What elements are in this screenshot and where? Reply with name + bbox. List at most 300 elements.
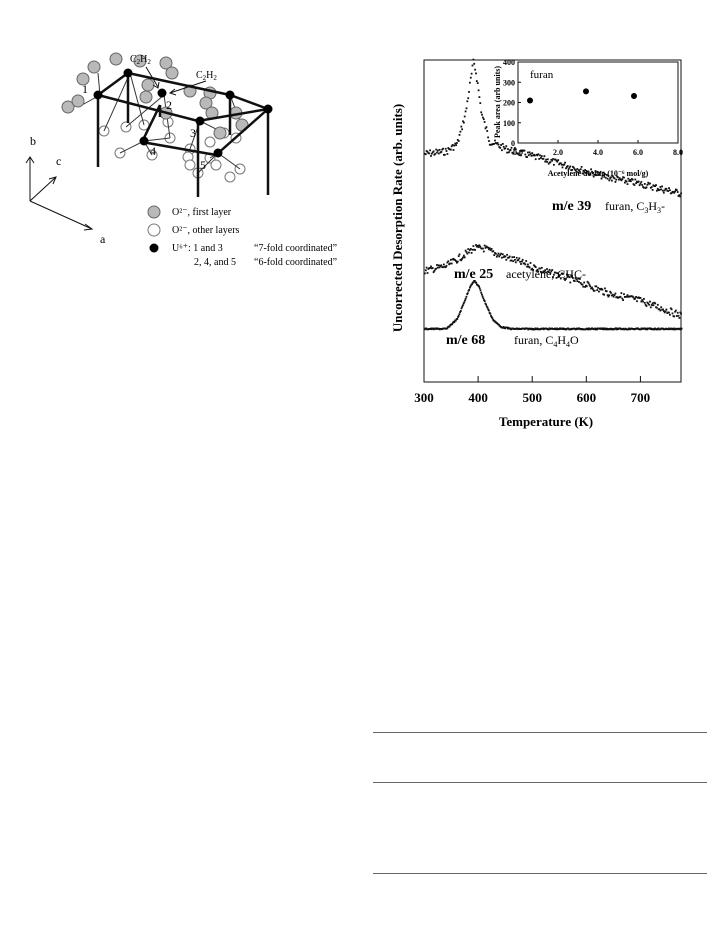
data-point <box>471 252 473 254</box>
data-point <box>547 158 549 160</box>
data-point <box>615 181 617 183</box>
data-point <box>518 259 520 261</box>
data-point <box>452 144 454 146</box>
data-point <box>505 256 507 258</box>
data-point <box>480 111 482 113</box>
data-point <box>540 157 542 159</box>
data-point <box>473 245 475 247</box>
data-point <box>443 264 445 266</box>
data-point <box>478 89 480 91</box>
data-point <box>459 313 461 315</box>
data-point <box>483 251 485 253</box>
data-point <box>581 166 583 168</box>
data-point <box>505 147 507 149</box>
data-point <box>614 294 616 296</box>
inset-title: furan <box>530 69 554 81</box>
data-point <box>630 180 632 182</box>
data-point <box>551 160 553 162</box>
label-mass-68: m/e 68 <box>446 333 486 348</box>
data-point <box>487 247 489 249</box>
data-point <box>610 292 612 294</box>
data-point <box>460 131 462 133</box>
data-point <box>495 253 497 255</box>
data-point <box>438 264 440 266</box>
inset-data-point <box>583 88 589 94</box>
data-point <box>459 134 461 136</box>
data-point <box>470 77 472 79</box>
data-point <box>463 122 465 124</box>
data-point <box>470 248 472 250</box>
data-point <box>649 183 651 185</box>
data-point <box>482 248 484 250</box>
data-point <box>633 297 635 299</box>
data-point <box>503 146 505 148</box>
site-number-1: 1 <box>82 82 88 96</box>
data-point <box>488 140 490 142</box>
data-point <box>437 267 439 269</box>
data-point <box>506 152 508 154</box>
data-point <box>501 149 503 151</box>
inset-x-tick-label: 6.0 <box>633 148 643 157</box>
data-point <box>588 282 590 284</box>
data-point <box>656 190 658 192</box>
data-point <box>456 318 458 320</box>
data-point <box>659 189 661 191</box>
data-point <box>627 294 629 296</box>
data-point <box>514 259 516 261</box>
data-point <box>507 148 509 150</box>
label-species-25: acetylene, CHC- <box>506 267 586 281</box>
data-point <box>677 191 679 193</box>
data-point <box>451 263 453 265</box>
data-point <box>545 159 547 161</box>
x-tick-label: 500 <box>522 390 542 405</box>
data-point <box>665 311 667 313</box>
data-point <box>482 117 484 119</box>
data-point <box>460 259 462 261</box>
data-point <box>426 267 428 269</box>
data-point <box>472 65 474 67</box>
data-point <box>486 130 488 132</box>
inset-data-point <box>527 97 533 103</box>
data-point <box>553 164 555 166</box>
data-point <box>425 269 427 271</box>
data-point <box>622 299 624 301</box>
c2h2-label-2: $C_2H_2$ <box>196 70 217 82</box>
data-point <box>613 296 615 298</box>
y-axis-label: Uncorrected Desorption Rate (arb. units) <box>390 103 405 333</box>
data-point <box>469 82 471 84</box>
data-point <box>557 159 559 161</box>
data-point <box>582 286 584 288</box>
data-point <box>671 308 673 310</box>
data-point <box>586 285 588 287</box>
data-point <box>530 153 532 155</box>
data-point <box>626 181 628 183</box>
data-point <box>640 181 642 183</box>
data-point <box>457 261 459 263</box>
inset-x-tick-label: 2.0 <box>553 148 563 157</box>
data-point <box>651 304 653 306</box>
data-point <box>475 73 477 75</box>
data-point <box>660 186 662 188</box>
data-point <box>653 304 655 306</box>
data-point <box>479 288 481 290</box>
data-point <box>677 312 679 314</box>
data-point <box>541 155 543 157</box>
data-point <box>518 257 520 259</box>
data-point <box>447 153 449 155</box>
data-point <box>680 313 682 315</box>
data-point <box>596 289 598 291</box>
inset-x-label: Acetylene dosing (10⁻⁶ mol/g) <box>547 169 649 178</box>
data-point <box>591 287 593 289</box>
data-point <box>458 255 460 257</box>
data-point <box>657 304 659 306</box>
data-point <box>612 294 614 296</box>
data-point <box>646 305 648 307</box>
data-point <box>424 273 426 275</box>
data-point <box>484 300 486 302</box>
legend-other-layers: O²⁻, other layers <box>172 225 240 236</box>
data-point <box>475 244 477 246</box>
data-point <box>598 291 600 293</box>
data-point <box>497 142 499 144</box>
data-point <box>531 155 533 157</box>
data-point <box>463 301 465 303</box>
data-point <box>500 253 502 255</box>
data-point <box>673 316 675 318</box>
data-point <box>454 143 456 145</box>
data-point <box>602 289 604 291</box>
data-point <box>676 189 678 191</box>
x-axis-label: Temperature (K) <box>498 414 594 429</box>
data-point <box>444 154 446 156</box>
data-point <box>654 303 656 305</box>
data-point <box>491 248 493 250</box>
data-point <box>461 308 463 310</box>
data-point <box>643 187 645 189</box>
data-point <box>582 284 584 286</box>
series-3-points <box>424 280 683 330</box>
data-point <box>643 298 645 300</box>
data-point <box>461 128 463 130</box>
c2h2-label-1: $C_2H_2$ <box>130 54 151 66</box>
data-point <box>480 292 482 294</box>
inset-y-tick-label: 400 <box>503 58 515 67</box>
inset-y-tick-label: 100 <box>503 118 515 128</box>
data-point <box>567 165 569 167</box>
data-point <box>511 260 513 262</box>
data-point <box>635 182 637 184</box>
black-dot-icon <box>150 244 159 253</box>
x-tick-label: 600 <box>576 390 597 405</box>
data-point <box>484 245 486 247</box>
data-point <box>466 296 468 298</box>
data-point <box>627 183 629 185</box>
data-point <box>473 59 475 61</box>
data-point <box>667 190 669 192</box>
data-point <box>513 256 515 258</box>
data-point <box>550 161 552 163</box>
data-point <box>664 190 666 192</box>
data-point <box>498 256 500 258</box>
data-point <box>487 137 489 139</box>
data-point <box>476 80 478 82</box>
data-point <box>662 309 664 311</box>
site-number-4: 4 <box>150 144 156 158</box>
data-point <box>467 292 469 294</box>
data-point <box>446 150 448 152</box>
data-point <box>453 149 455 151</box>
data-point <box>432 267 434 269</box>
data-point <box>434 270 436 272</box>
data-point <box>501 257 503 259</box>
data-point <box>464 116 466 118</box>
data-point <box>621 298 623 300</box>
series-label-39 <box>552 199 665 215</box>
series-label-25 <box>454 267 586 282</box>
site-number-2: 2 <box>166 98 172 112</box>
data-point <box>652 302 654 304</box>
data-point <box>502 253 504 255</box>
data-point <box>648 304 650 306</box>
data-point <box>479 102 481 104</box>
table-rule-top <box>373 732 707 733</box>
data-point <box>680 193 682 195</box>
data-point <box>661 186 663 188</box>
label-mass-39: m/e 39 <box>552 199 592 214</box>
data-point <box>466 253 468 255</box>
data-point <box>524 154 526 156</box>
data-point <box>623 293 625 295</box>
data-point <box>429 149 431 151</box>
data-point <box>438 153 440 155</box>
data-point <box>606 290 608 292</box>
data-point <box>595 285 597 287</box>
data-point <box>611 180 613 182</box>
inset-x-tick-label: 8.0 <box>673 148 683 157</box>
data-point <box>525 260 527 262</box>
inset-y-tick-label: 300 <box>503 78 515 88</box>
data-point <box>494 140 496 142</box>
data-point <box>597 287 599 289</box>
data-point <box>663 192 665 194</box>
data-point <box>627 178 629 180</box>
data-point <box>632 179 634 181</box>
data-point <box>650 306 652 308</box>
data-point <box>440 264 442 266</box>
data-point <box>471 73 473 75</box>
data-point <box>467 97 469 99</box>
data-point <box>460 310 462 312</box>
data-point <box>642 301 644 303</box>
data-point <box>433 151 435 153</box>
data-point <box>435 149 437 151</box>
data-point <box>608 180 610 182</box>
data-point <box>506 254 508 256</box>
data-point <box>428 153 430 155</box>
data-point <box>468 91 470 93</box>
data-point <box>561 164 563 166</box>
axis-b-label: b <box>30 134 36 148</box>
data-point <box>463 255 465 257</box>
data-point <box>615 179 617 181</box>
data-point <box>478 286 480 288</box>
data-point <box>668 187 670 189</box>
data-point <box>592 288 594 290</box>
data-point <box>442 266 444 268</box>
data-point <box>668 312 670 314</box>
inset-y-tick-label: 200 <box>503 98 515 108</box>
data-point <box>679 196 681 198</box>
data-point <box>604 288 606 290</box>
data-point <box>660 306 662 308</box>
data-point <box>527 264 529 266</box>
data-point <box>644 183 646 185</box>
inset-x-tick-label: 4.0 <box>593 148 603 157</box>
data-point <box>446 265 448 267</box>
axis-a-label: a <box>100 232 106 246</box>
data-point <box>666 188 668 190</box>
data-point <box>660 189 662 191</box>
data-point <box>489 313 491 315</box>
data-point <box>478 246 480 248</box>
data-point <box>462 304 464 306</box>
data-point <box>468 289 470 291</box>
data-point <box>485 304 487 306</box>
data-point <box>497 255 499 257</box>
data-point <box>524 150 526 152</box>
data-point <box>449 263 451 265</box>
data-point <box>458 315 460 317</box>
data-point <box>678 315 680 317</box>
data-point <box>493 143 495 145</box>
data-point <box>487 307 489 309</box>
data-point <box>636 300 638 302</box>
data-point <box>644 302 646 304</box>
data-point <box>669 314 671 316</box>
data-point <box>450 259 452 261</box>
data-point <box>450 149 452 151</box>
data-point <box>505 145 507 147</box>
data-point <box>488 310 490 312</box>
structure-figure <box>20 45 370 280</box>
data-point <box>528 154 530 156</box>
legend-7-fold: “7-fold coordinated” <box>254 243 338 254</box>
tpd-chart <box>378 40 724 445</box>
data-point <box>681 328 683 330</box>
data-point <box>510 149 512 151</box>
data-point <box>445 148 447 150</box>
data-point <box>520 263 522 265</box>
data-point <box>569 166 571 168</box>
x-tick-label: 400 <box>468 390 488 405</box>
data-point <box>621 292 623 294</box>
data-point <box>634 179 636 181</box>
data-point <box>508 151 510 153</box>
inset-x-tick-label: 0.0 <box>513 148 523 157</box>
legend-u-1-3: U⁶⁺: 1 and 3 <box>172 243 223 254</box>
data-point <box>652 189 654 191</box>
site-number-5: 5 <box>200 158 206 172</box>
data-point <box>646 186 648 188</box>
data-point <box>430 155 432 157</box>
data-point <box>484 121 486 123</box>
data-point <box>434 153 436 155</box>
label-species-39: furan, $C_3H_3-$ <box>605 199 665 215</box>
data-point <box>552 158 554 160</box>
axis-c-label: c <box>56 154 62 168</box>
data-point <box>447 260 449 262</box>
data-point <box>468 252 470 254</box>
data-point <box>511 256 513 258</box>
data-point <box>479 96 481 98</box>
data-point <box>583 282 585 284</box>
data-point <box>538 158 540 160</box>
data-point <box>442 148 444 150</box>
data-point <box>662 190 664 192</box>
data-point <box>651 186 653 188</box>
data-point <box>512 260 514 262</box>
data-point <box>515 261 517 263</box>
data-point <box>509 256 511 258</box>
data-point <box>607 178 609 180</box>
data-point <box>634 184 636 186</box>
data-point <box>427 272 429 274</box>
data-point <box>615 293 617 295</box>
data-point <box>527 152 529 154</box>
data-point <box>647 184 649 186</box>
data-point <box>656 307 658 309</box>
data-point <box>436 152 438 154</box>
data-point <box>679 317 681 319</box>
data-point <box>473 63 475 65</box>
data-point <box>563 164 565 166</box>
data-point <box>669 189 671 191</box>
data-point <box>638 181 640 183</box>
inset-chart <box>493 58 683 178</box>
site-number-3: 3 <box>190 126 196 140</box>
data-point <box>459 254 461 256</box>
inset-y-label: Peak area (arb units) <box>493 65 502 139</box>
data-point <box>530 262 532 264</box>
data-point <box>594 290 596 292</box>
data-point <box>556 161 558 163</box>
data-point <box>472 249 474 251</box>
data-point <box>436 264 438 266</box>
data-point <box>465 111 467 113</box>
table-rule-bottom <box>373 873 707 874</box>
data-point <box>465 298 467 300</box>
data-point <box>498 144 500 146</box>
data-point <box>537 153 539 155</box>
data-point <box>620 296 622 298</box>
data-point <box>640 183 642 185</box>
data-point <box>460 126 462 128</box>
legend-u-2-4-5: 2, 4, and 5 <box>194 257 236 268</box>
data-point <box>544 161 546 163</box>
data-point <box>621 178 623 180</box>
data-point <box>674 191 676 193</box>
data-point <box>455 144 457 146</box>
data-point <box>479 246 481 248</box>
first-layer-atoms <box>62 53 248 139</box>
data-point <box>492 250 494 252</box>
data-point <box>440 151 442 153</box>
data-point <box>589 285 591 287</box>
data-point <box>531 152 533 154</box>
